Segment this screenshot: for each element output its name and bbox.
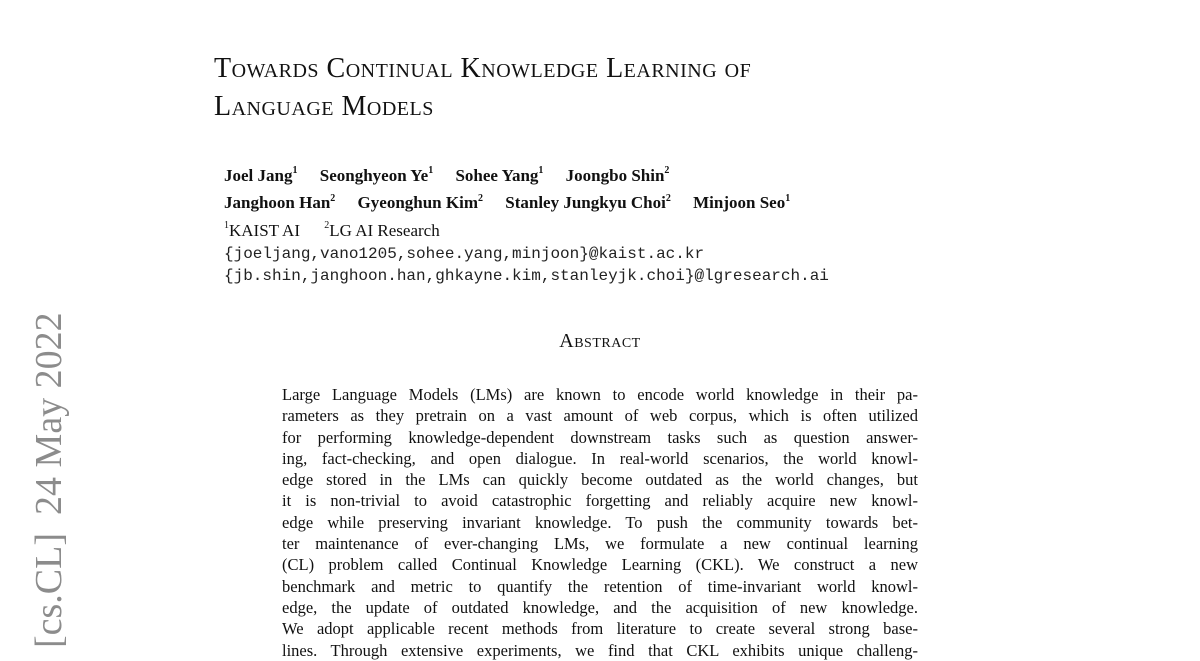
author-name: Joongbo Shin$^2$ <box>565 165 670 185</box>
paper-title <box>214 50 1044 126</box>
abstract-line: edge while preserving invariant knowledge. To push the community towards bet- <box>282 512 918 532</box>
author-name: Stanley Jungkyu Choi$^2$ <box>505 192 671 213</box>
title-line-1: Towards Continual Knowledge Learning of <box>214 53 752 84</box>
arxiv-date: 24 May 2022 <box>28 312 70 515</box>
abstract-line: ter maintenance of ever-changing LMs, we formulate a new continual learning <box>282 534 918 554</box>
affiliation: $^1$KAIST AI <box>224 220 300 240</box>
abstract-heading: Abstract <box>559 330 641 352</box>
email-line: {joeljang,vano1205,sohee.yang,minjoon}@kaist.ac.kr <box>224 244 705 263</box>
abstract-line: (CL) problem called Continual Knowledge Learning (CKL). We construct a new <box>282 555 918 575</box>
abstract-line: edge, the update of outdated knowledge, and the acquisition of new knowledge. <box>282 597 918 617</box>
author-block <box>224 160 1024 287</box>
author-name: Seonghyeon Ye$^1$ <box>319 165 434 185</box>
affiliation: $^2$LG AI Research <box>324 220 440 240</box>
email-line: {jb.shin,janghoon.han,ghkayne.kim,stanleyjk.choi}@lgresearch.ai <box>224 266 829 285</box>
abstract-line: We adopt applicable recent methods from literature to create several strong base- <box>282 619 918 639</box>
affiliation-line <box>224 215 1024 243</box>
abstract-line: lines. Through extensive experiments, we find that CKL exhibits unique challeng- <box>282 640 918 660</box>
author-name: Janghoon Han$^2$ <box>224 192 336 213</box>
abstract-line: Large Language Models (LMs) are known to encode world knowledge in their pa- <box>282 385 918 404</box>
author-name: Minjoon Seo$^1$ <box>693 192 791 213</box>
abstract-line: it is non-trivial to avoid catastrophic forgetting and reliably acquire new knowl- <box>282 491 918 511</box>
abstract-line: for performing knowledge-dependent downstream tasks such as question answer- <box>282 427 918 447</box>
author-name: Joel Jang$^1$ <box>224 165 298 185</box>
abstract-line: rameters as they pretrain on a vast amount of web corpus, which is often utilized <box>282 406 918 426</box>
abstract-body <box>282 384 918 661</box>
arxiv-category: [cs.CL] <box>28 532 70 648</box>
abstract-line: edge stored in the LMs can quickly become outdated as the world changes, but <box>282 470 918 490</box>
abstract-line: benchmark and metric to quantify the retention of time-invariant world knowl- <box>282 576 918 596</box>
title-line-2: Language Models <box>214 91 434 122</box>
author-name: Gyeonghun Kim$^2$ <box>357 192 483 213</box>
author-line-1 <box>224 160 1024 188</box>
abstract-line: ing, fact-checking, and open dialogue. In real-world scenarios, the world knowl- <box>282 448 918 468</box>
author-line-2 <box>224 188 1024 216</box>
author-name: Sohee Yang$^1$ <box>455 165 544 185</box>
